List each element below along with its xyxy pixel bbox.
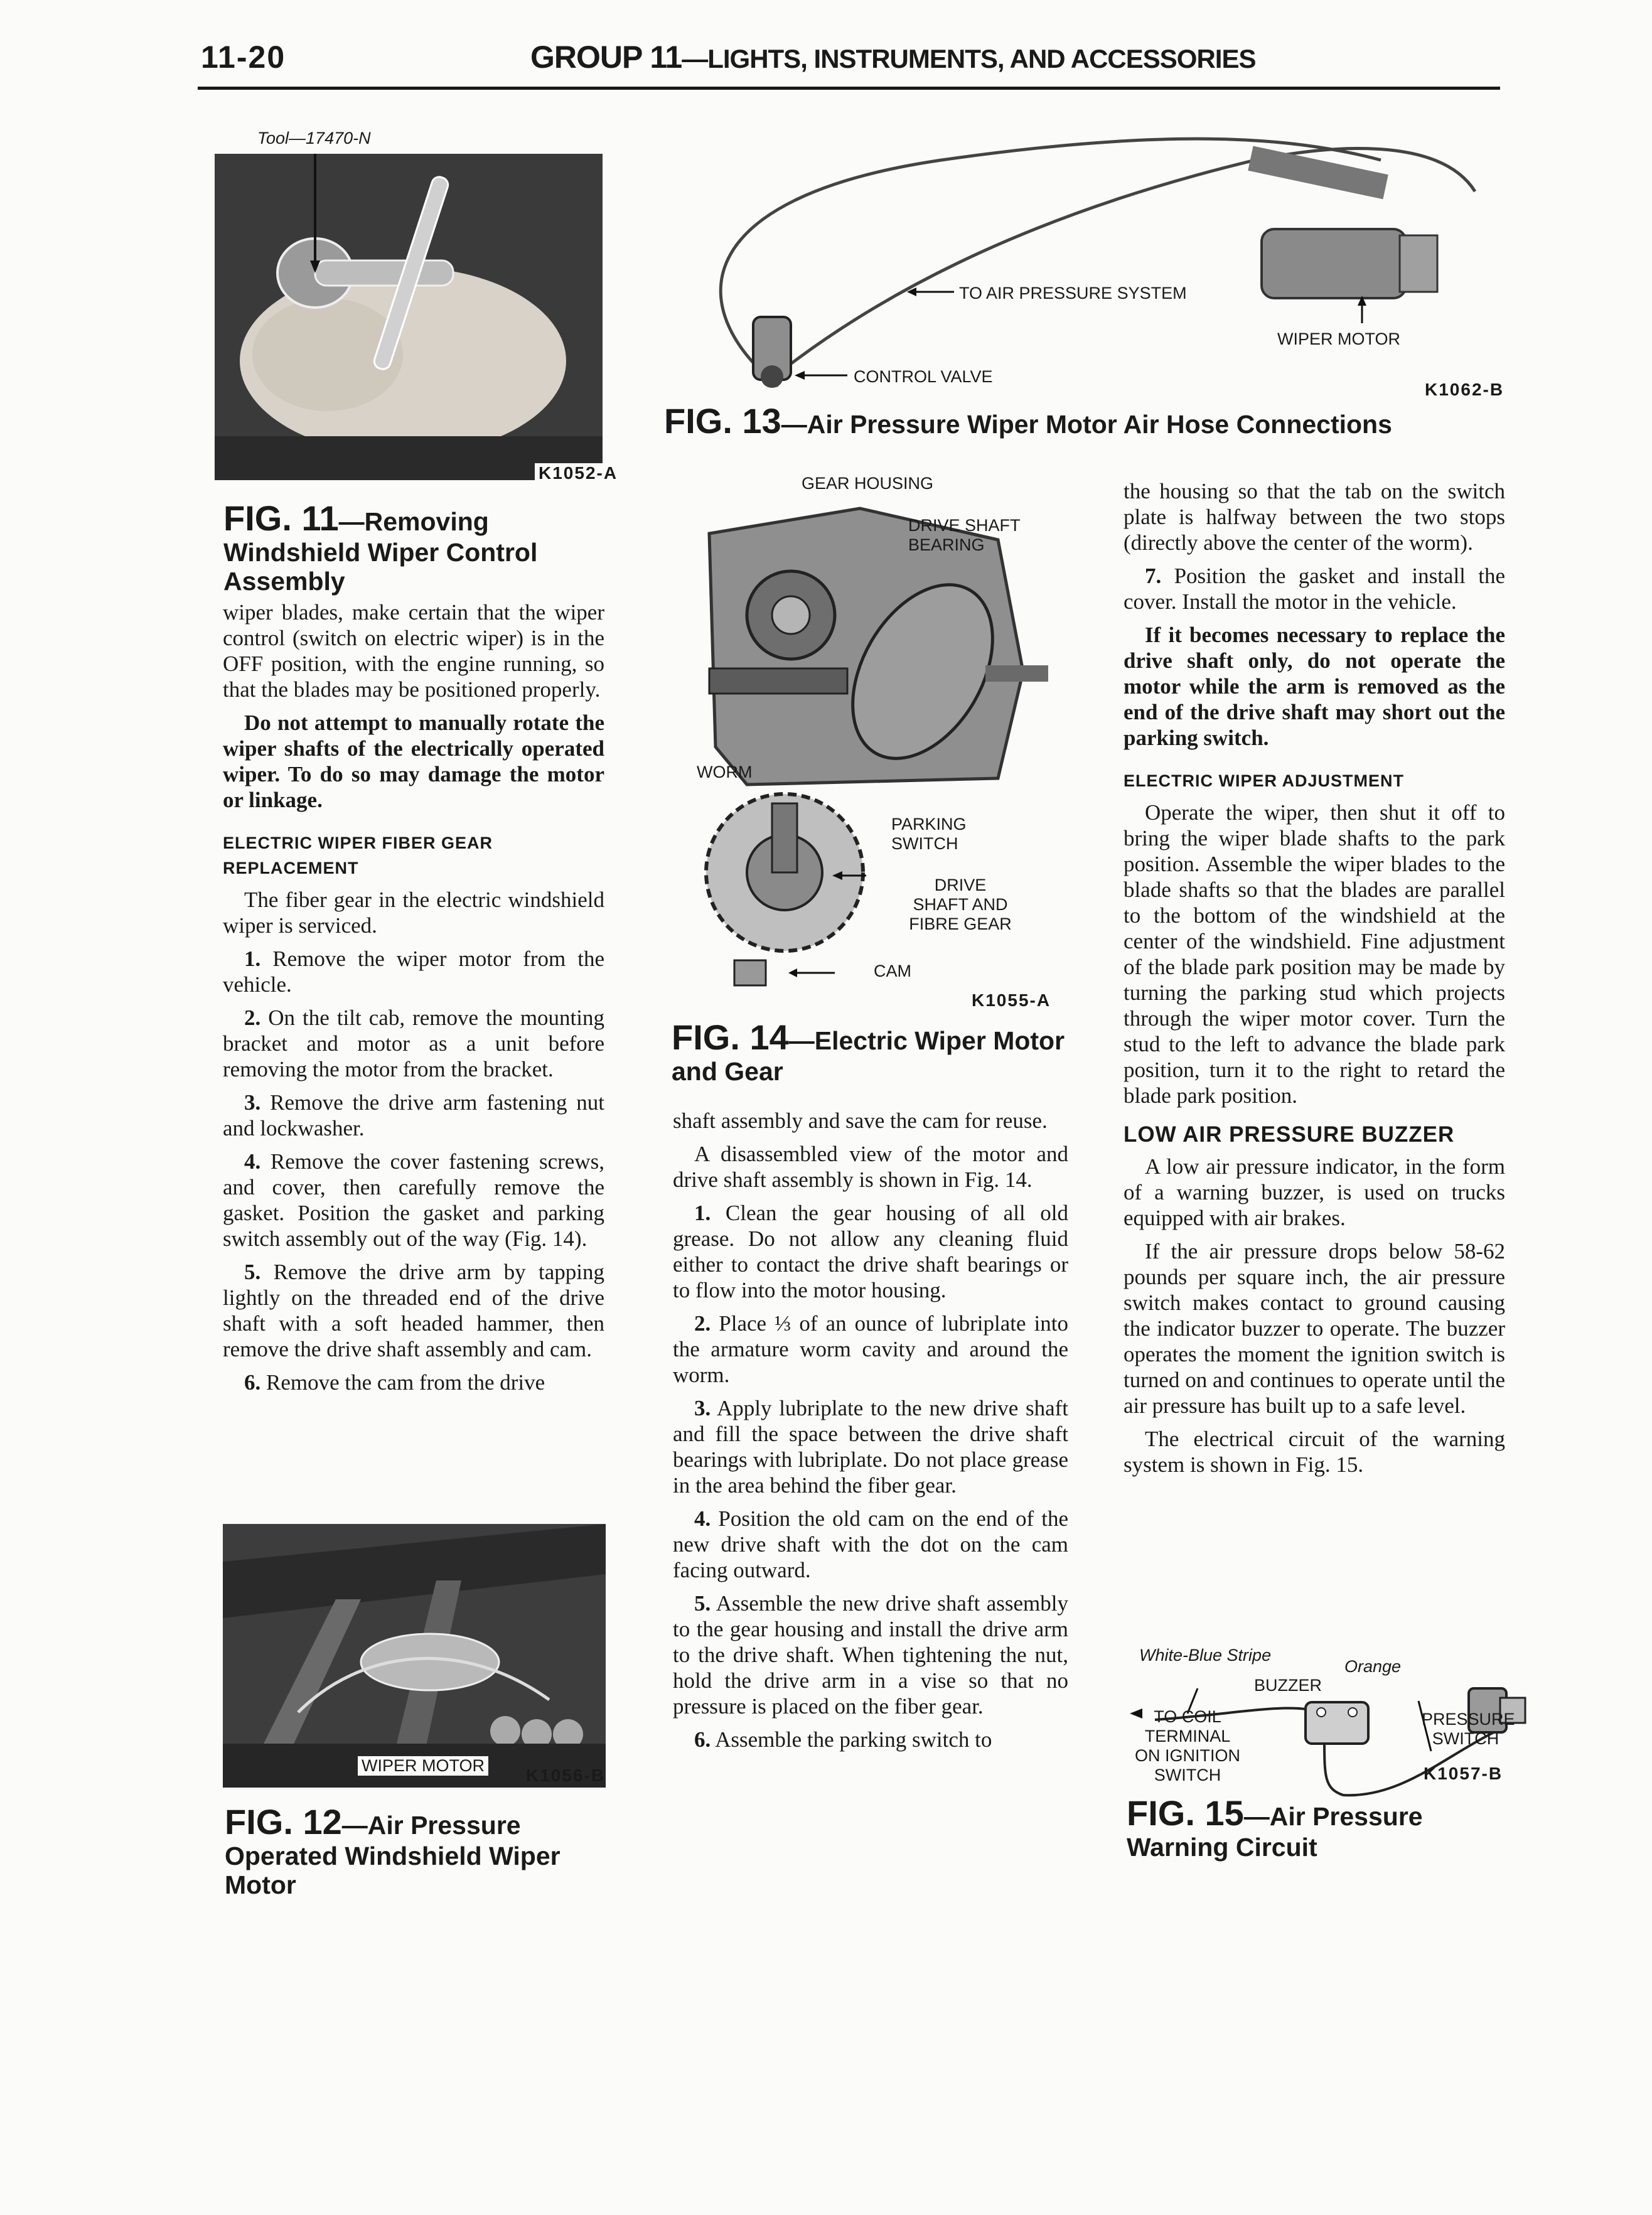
col2-step: 2. Place ⅓ of an ounce of lubriplate into the armature worm cavity and around the worm. (673, 1311, 1068, 1387)
fig12-label-motor: WIPER MOTOR (358, 1756, 488, 1776)
page-number: 11-20 (201, 40, 286, 75)
header-rule (198, 87, 1500, 90)
fig14-label-parking-switch: PARKING SWITCH (891, 815, 967, 854)
col3-paragraph: A low air pressure indicator, in the form of a warning buzzer, is used on trucks equipped with air brakes. (1124, 1154, 1505, 1230)
group-title: —LIGHTS, INSTRUMENTS, AND ACCESSORIES (682, 44, 1256, 73)
fig15-caption-number: FIG. 15 (1127, 1793, 1244, 1833)
fig14-caption-number: FIG. 14 (672, 1017, 789, 1057)
col3-paragraph: Operate the wiper, then shut it off to bring the wiper blade shafts to the park position. Assemble the wiper blades to the blade shafts so that the blades are parallel to the bottom of the windshield at the center of the windshield. Fine adjustment of the blade park position may be made by turning the parking stud which projects through the wiper motor cover. Turn the stud to the left to advance the blade park position, turn it to the right to retard the blade park position. (1124, 800, 1505, 1108)
fig13-diagram (659, 122, 1513, 399)
fig11-caption-text: —Removing Windshield Wiper Control Assembly (223, 507, 538, 596)
fig11-caption-number: FIG. 11 (223, 498, 339, 538)
fig12-caption (225, 1803, 626, 1900)
col2-step: 4. Position the old cam on the end of the new drive shaft with the dot on the cam facing outward. (673, 1506, 1069, 1582)
fig12-code: K1056-B (526, 1766, 606, 1785)
col2-step: 1. Clean the gear housing of all old grease. Do not allow any cleaning fluid either to contact the drive shaft bearings or to flow into the motor housing. (673, 1201, 1068, 1302)
fig12-caption-text: —Air Pressure Operated Windshield Wiper Motor (225, 1811, 560, 1899)
fig15-caption (1127, 1794, 1516, 1862)
col3-step: 7. Position the gasket and install the cover. Install the motor in the vehicle. (1124, 564, 1505, 614)
col1-paragraph: wiper blades, make certain that the wiper control (switch on electric wiper) is in the OFF position, with the engine running, so that the blades may be positioned properly. (223, 600, 604, 702)
col1-warning: Do not attempt to manually rotate the wiper shafts of the electrically operated wiper. To do so may damage the motor or linkage. (223, 711, 604, 812)
fig13-caption (664, 402, 1518, 441)
col3-warning: If it becomes necessary to replace the drive shaft only, do not operate the motor while the arm is removed as the end of the drive shaft may short out the parking switch. (1124, 623, 1505, 750)
col2-step: 6. Assemble the parking switch to (694, 1727, 992, 1752)
fig15-code: K1057-B (1424, 1764, 1503, 1783)
col1-step: 1. Remove the wiper motor from the vehicle. (223, 947, 605, 997)
fig13-caption-text: —Air Pressure Wiper Motor Air Hose Connections (781, 410, 1392, 439)
column-3 (1124, 478, 1505, 1485)
fig11-code: K1052-A (535, 463, 621, 483)
fig13-caption-number: FIG. 13 (664, 401, 781, 441)
fig15-label-orange: Orange (1344, 1657, 1402, 1676)
fig14-code: K1055-A (972, 990, 1051, 1010)
col1-paragraph: The fiber gear in the electric windshield wiper is serviced. (223, 888, 604, 938)
col1-step: 3. Remove the drive arm fastening nut and lockwasher. (223, 1090, 605, 1140)
fig15-label-buzzer: BUZZER (1254, 1676, 1322, 1695)
fig13-label-air: TO AIR PRESSURE SYSTEM (959, 284, 1187, 303)
fig14-label-cam: CAM (874, 962, 911, 980)
fig11-caption (223, 499, 613, 596)
fig12-caption-number: FIG. 12 (225, 1802, 342, 1842)
fig14-label-gear-housing: GEAR HOUSING (802, 474, 934, 493)
column-1 (223, 599, 604, 1403)
page-header-title (530, 39, 1255, 75)
group-label: GROUP 11 (530, 40, 682, 75)
col2-step: 5. Assemble the new drive shaft assembly to the gear housing and install the drive arm to the drive shaft. When tightening the nut, hold the drive arm in a vise so that no pressure is placed on the fiber gear. (673, 1591, 1068, 1719)
fig11-photo (215, 154, 603, 480)
fig13-label-motor: WIPER MOTOR (1277, 330, 1401, 348)
col3-paragraph: the housing so that the tab on the switch plate is halfway between the two stops (directly above the center of the worm). (1124, 479, 1505, 555)
fig15-label-pressure: PRESSURE SWITCH (1422, 1710, 1515, 1749)
fig14-caption (672, 1018, 1073, 1086)
section-heading-buzzer: LOW AIR PRESSURE BUZZER (1124, 1122, 1455, 1147)
fig15-label-stripe: White-Blue Stripe (1139, 1646, 1272, 1665)
fig13-label-valve: CONTROL VALVE (854, 367, 993, 386)
section-heading-fiber-gear: ELECTRIC WIPER FIBER GEAR REPLACEMENT (223, 834, 493, 877)
col2-paragraph: A disassembled view of the motor and drive shaft assembly is shown in Fig. 14. (673, 1142, 1068, 1192)
fig15-label-coil: TO COIL TERMINAL ON IGNITION SWITCH (1135, 1707, 1240, 1785)
fig14-caption-text: —Electric Wiper Motor and Gear (672, 1026, 1065, 1086)
fig14-label-worm: WORM (697, 763, 753, 781)
fig15-caption-text: —Air Pressure Warning Circuit (1127, 1802, 1423, 1862)
col1-step: 6. Remove the cam from the drive (244, 1370, 545, 1395)
col3-paragraph: The electrical circuit of the warning system is shown in Fig. 15. (1124, 1427, 1505, 1477)
col2-paragraph: shaft assembly and save the cam for reuse. (673, 1108, 1048, 1133)
fig12-illustration (223, 1524, 606, 1788)
col3-paragraph: If the air pressure drops below 58-62 pounds per square inch, the air pressure switch makes contact to ground causing the indicator buzzer to operate. The buzzer operates the moment the ignition switch is turned on and continues to operate until the air pressure has built up to a safe level. (1124, 1239, 1505, 1418)
fig12-photo (223, 1524, 606, 1788)
fig11-tool-label: Tool—17470-N (257, 129, 371, 147)
fig11-illustration (215, 154, 603, 480)
section-heading-adjustment: ELECTRIC WIPER ADJUSTMENT (1124, 771, 1405, 790)
fig14-label-drive-shaft-bearing: DRIVE SHAFT BEARING (908, 516, 1021, 555)
col1-step: 5. Remove the drive arm by tapping lightly on the threaded end of the drive shaft with a soft headed hammer, then remove the drive shaft assembly and cam. (223, 1260, 604, 1361)
fig14-label-drive-shaft-gear: DRIVE SHAFT AND FIBRE GEAR (909, 876, 1012, 934)
col1-step: 2. On the tilt cab, remove the mounting bracket and motor as a unit before removing the motor from the bracket. (223, 1006, 604, 1081)
col2-step: 3. Apply lubriplate to the new drive shaft and fill the space between the drive shaft bearings with lubriplate. Do not place grease in the area behind the fiber gear. (673, 1396, 1068, 1498)
column-2 (673, 1108, 1068, 1760)
col1-step: 4. Remove the cover fastening screws, and cover, then carefully remove the gasket. Position the gasket and parking switch assembly out of the way (Fig. 14). (223, 1149, 604, 1251)
fig13-code: K1062-B (1425, 380, 1504, 399)
